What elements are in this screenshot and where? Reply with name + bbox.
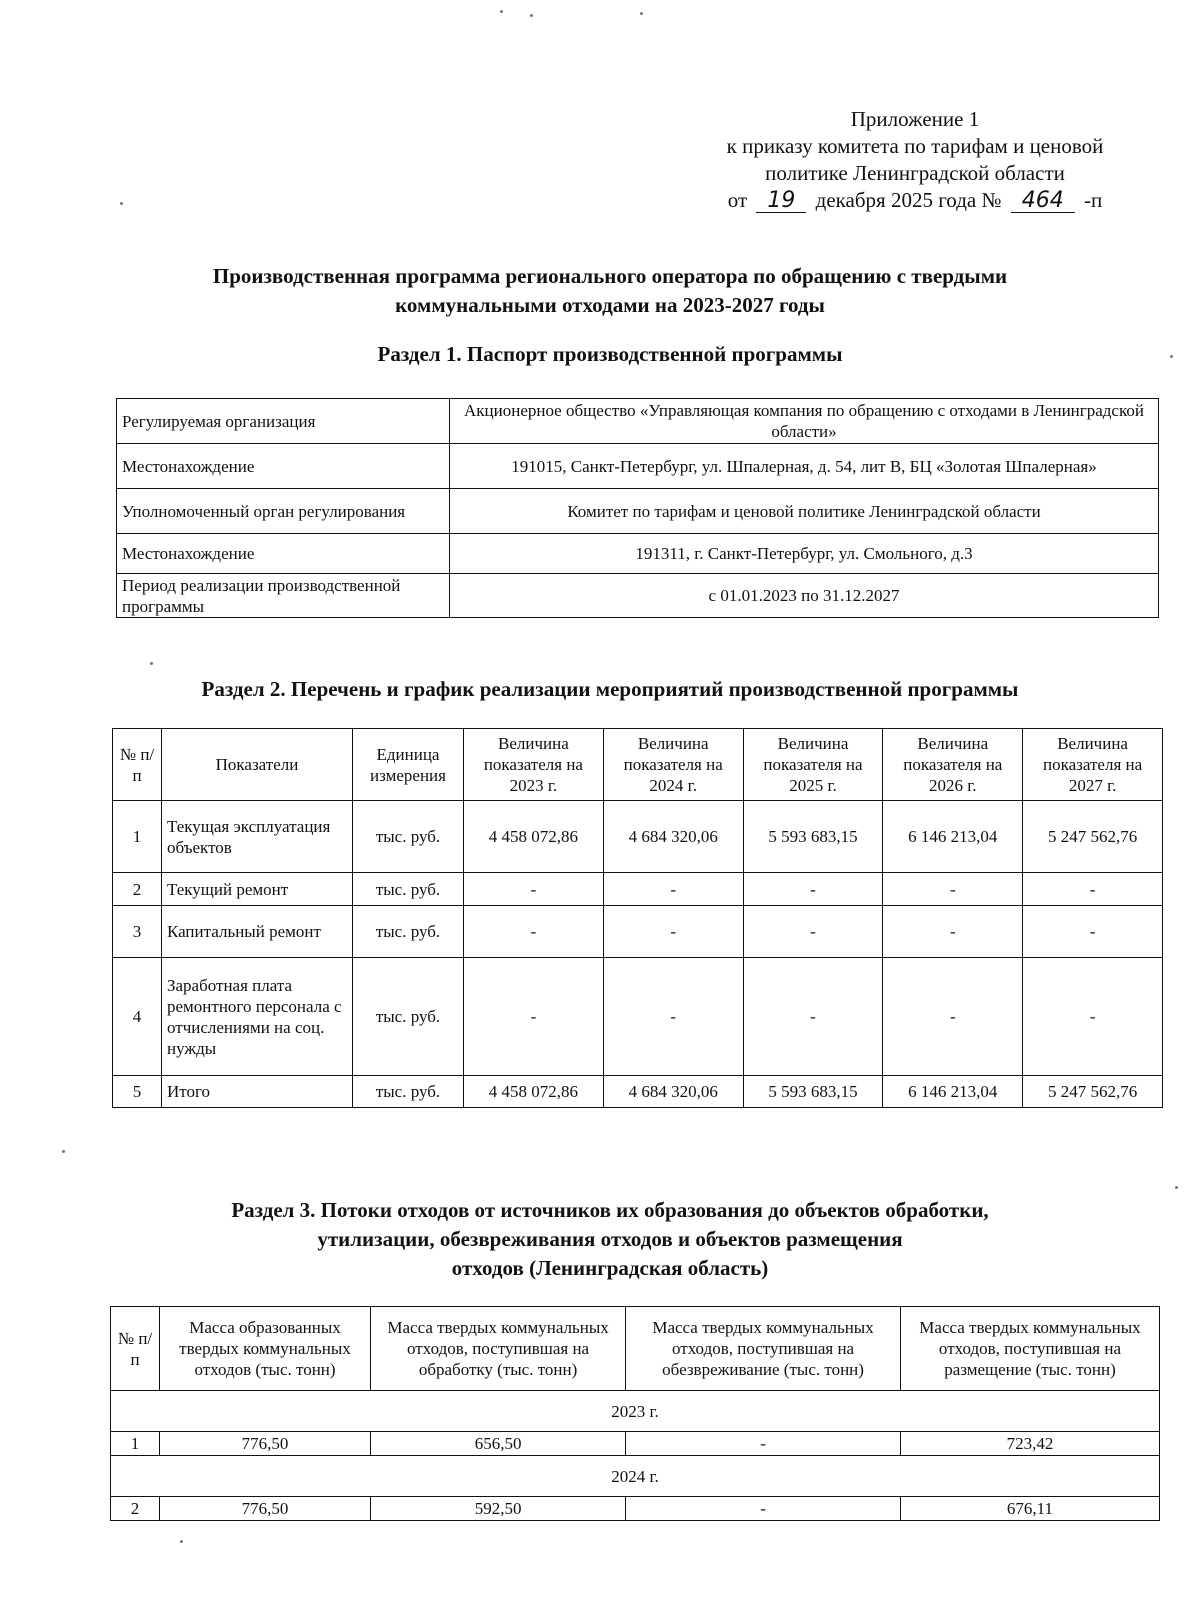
value-2024: 4 684 320,06: [603, 801, 743, 873]
column-header: Величина показателя на 2027 г.: [1023, 729, 1163, 801]
column-header: Величина показателя на 2023 г.: [464, 729, 604, 801]
indicator-name: Капитальный ремонт: [162, 906, 353, 958]
appendix-header: [680, 106, 1150, 214]
passport-value: с 01.01.2023 по 31.12.2027: [450, 574, 1159, 618]
date-prefix: от: [727, 188, 748, 212]
value-2027: 5 247 562,76: [1023, 1076, 1163, 1108]
table-row: [113, 801, 1163, 873]
passport-label: Местонахождение: [117, 444, 450, 489]
scan-speck: [1175, 1186, 1178, 1189]
table-row: [117, 399, 1159, 444]
column-header: Масса твердых коммунальных отходов, поступившая на обработку (тыс. тонн): [371, 1307, 626, 1391]
column-header: Масса твердых коммунальных отходов, поступившая на размещение (тыс. тонн): [900, 1307, 1159, 1391]
processing-mass: 656,50: [371, 1432, 626, 1456]
document-title-line-2: коммунальными отходами на 2023-2027 годы: [395, 293, 825, 317]
table-row: [117, 489, 1159, 534]
passport-label: Местонахождение: [117, 534, 450, 574]
value-2027: 5 247 562,76: [1023, 801, 1163, 873]
column-header: № п/п: [113, 729, 162, 801]
disposal-mass: 723,42: [900, 1432, 1159, 1456]
section3-heading-line-2: утилизации, обезвреживания отходов и объектов размещения: [317, 1227, 903, 1251]
unit: тыс. руб.: [353, 801, 464, 873]
year-row: [111, 1456, 1160, 1497]
generated-mass: 776,50: [160, 1432, 371, 1456]
section1-heading: Раздел 1. Паспорт производственной программы: [377, 342, 843, 366]
value-2027: -: [1023, 958, 1163, 1076]
row-number: 1: [111, 1432, 160, 1456]
unit: тыс. руб.: [353, 873, 464, 906]
table-row: [117, 444, 1159, 489]
scan-speck: [62, 1150, 65, 1153]
unit: тыс. руб.: [353, 1076, 464, 1108]
passport-label: Регулируемая организация: [117, 399, 450, 444]
value-2023: -: [464, 958, 604, 1076]
measures-table: [112, 728, 1163, 1108]
value-2024: -: [603, 873, 743, 906]
passport-label: Период реализации производственной программы: [117, 574, 450, 618]
section2-heading: Раздел 2. Перечень и график реализации мероприятий производственной программы: [201, 677, 1019, 701]
processing-mass: 592,50: [371, 1497, 626, 1521]
indicator-name: Итого: [162, 1076, 353, 1108]
disposal-mass: 676,11: [900, 1497, 1159, 1521]
passport-value: Комитет по тарифам и ценовой политике Ленинградской области: [450, 489, 1159, 534]
scan-speck: [530, 14, 533, 17]
value-2023: 4 458 072,86: [464, 1076, 604, 1108]
handwritten-order-number: 464: [1011, 190, 1075, 213]
value-2025: 5 593 683,15: [743, 1076, 883, 1108]
table-row: [113, 873, 1163, 906]
value-2025: -: [743, 873, 883, 906]
value-2026: -: [883, 906, 1023, 958]
neutralization-mass: -: [626, 1497, 901, 1521]
column-header: № п/п: [111, 1307, 160, 1391]
row-number: 2: [111, 1497, 160, 1521]
table-row: [117, 534, 1159, 574]
order-suffix: -п: [1084, 188, 1103, 212]
column-header: Величина показателя на 2024 г.: [603, 729, 743, 801]
passport-value: Акционерное общество «Управляющая компания по обращению с отходами в Ленинградской области»: [450, 399, 1159, 444]
row-number: 1: [113, 801, 162, 873]
row-number: 2: [113, 873, 162, 906]
appendix-line-3: политике Ленинградской области: [765, 161, 1065, 185]
value-2023: -: [464, 873, 604, 906]
scan-speck: [500, 10, 503, 13]
column-header: Масса твердых коммунальных отходов, поступившая на обезвреживание (тыс. тонн): [626, 1307, 901, 1391]
value-2023: -: [464, 906, 604, 958]
column-header: Величина показателя на 2026 г.: [883, 729, 1023, 801]
appendix-line-1: Приложение 1: [850, 107, 980, 131]
value-2026: -: [883, 958, 1023, 1076]
value-2024: 4 684 320,06: [603, 1076, 743, 1108]
column-header: Величина показателя на 2025 г.: [743, 729, 883, 801]
value-2026: -: [883, 873, 1023, 906]
neutralization-mass: -: [626, 1432, 901, 1456]
passport-label: Уполномоченный орган регулирования: [117, 489, 450, 534]
column-header: Единица измерения: [353, 729, 464, 801]
value-2027: -: [1023, 873, 1163, 906]
scan-speck: [150, 662, 153, 665]
section3-heading-line-3: отходов (Ленинградская область): [451, 1256, 769, 1280]
value-2023: 4 458 072,86: [464, 801, 604, 873]
row-number: 4: [113, 958, 162, 1076]
generated-mass: 776,50: [160, 1497, 371, 1521]
passport-table: [116, 398, 1159, 618]
table-row: [113, 958, 1163, 1076]
indicator-name: Текущий ремонт: [162, 873, 353, 906]
section3-heading: [120, 1196, 1100, 1283]
table-row: [111, 1497, 1160, 1521]
scan-speck: [120, 202, 123, 205]
scan-speck: [180, 1540, 183, 1543]
year-row: [111, 1391, 1160, 1432]
row-number: 5: [113, 1076, 162, 1108]
table-header-row: [111, 1307, 1160, 1391]
indicator-name: Заработная плата ремонтного персонала с отчислениями на соц. нужды: [162, 958, 353, 1076]
value-2025: 5 593 683,15: [743, 801, 883, 873]
table-header-row: [113, 729, 1163, 801]
column-header: Масса образованных твердых коммунальных отходов (тыс. тонн): [160, 1307, 371, 1391]
document-title: [120, 262, 1100, 320]
scan-speck: [640, 12, 643, 15]
appendix-date-line: [680, 187, 1150, 214]
value-2026: 6 146 213,04: [883, 1076, 1023, 1108]
year-label: 2024 г.: [111, 1456, 1160, 1497]
unit: тыс. руб.: [353, 906, 464, 958]
row-number: 3: [113, 906, 162, 958]
appendix-line-2: к приказу комитета по тарифам и ценовой: [726, 134, 1104, 158]
scan-speck: [1170, 355, 1173, 358]
table-row: [117, 574, 1159, 618]
value-2026: 6 146 213,04: [883, 801, 1023, 873]
date-rest: декабря 2025 года №: [815, 188, 1002, 212]
table-row: [111, 1432, 1160, 1456]
value-2027: -: [1023, 906, 1163, 958]
unit: тыс. руб.: [353, 958, 464, 1076]
passport-value: 191015, Санкт-Петербург, ул. Шпалерная, д. 54, лит В, БЦ «Золотая Шпалерная»: [450, 444, 1159, 489]
table-row: [113, 1076, 1163, 1108]
handwritten-day: 19: [756, 190, 806, 213]
indicator-name: Текущая эксплуатация объектов: [162, 801, 353, 873]
value-2024: -: [603, 958, 743, 1076]
document-title-line-1: Производственная программа регионального оператора по обращению с твердыми: [212, 264, 1008, 288]
section3-heading-line-1: Раздел 3. Потоки отходов от источников их образования до объектов обработки,: [231, 1198, 989, 1222]
value-2024: -: [603, 906, 743, 958]
value-2025: -: [743, 958, 883, 1076]
passport-value: 191311, г. Санкт-Петербург, ул. Смольного, д.3: [450, 534, 1159, 574]
column-header: Показатели: [162, 729, 353, 801]
year-label: 2023 г.: [111, 1391, 1160, 1432]
waste-flows-table: [110, 1306, 1160, 1521]
value-2025: -: [743, 906, 883, 958]
table-row: [113, 906, 1163, 958]
